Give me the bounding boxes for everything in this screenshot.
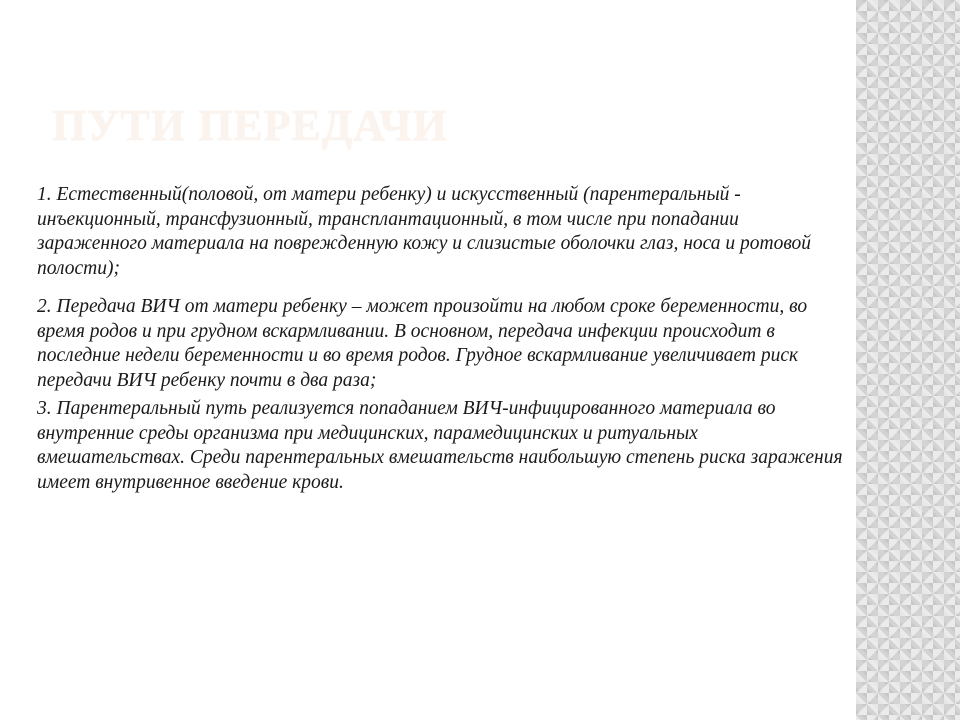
paragraph-3: 3. Парентеральный путь реализуется попаданием ВИЧ-инфицированного материала во внутренние среды организма при медицинских, парамедицинских и ритуальных вмешательствах. Среди парентеральных вмешательств наибольшую степень риска заражения имеет внутривенное введение крови. (37, 398, 843, 493)
paragraph-2: 2. Передача ВИЧ от матери ребенку – может произойти на любом сроке беременности, во время родов и при грудном вскармливании. В основном, передача инфекции происходит в последние недели беременности и во время родов. Грудное вскармливание увеличивает риск передачи ВИЧ ребенку почти в два раза; (37, 296, 808, 391)
slide-title: ПУТИ ПЕРЕДАЧИ (52, 101, 448, 150)
paragraph-1: 1. Естественный(половой, от матери ребенку) и искусственный (парентеральный - инъекционный, трансфузионный, трансплантационный, в том числе при попадании зараженного материала на поврежденную кожу и слизистые оболочки глаз, носа и ротовой полости); (37, 184, 812, 279)
decorative-side-pattern (856, 0, 960, 720)
slide-body (37, 183, 847, 495)
